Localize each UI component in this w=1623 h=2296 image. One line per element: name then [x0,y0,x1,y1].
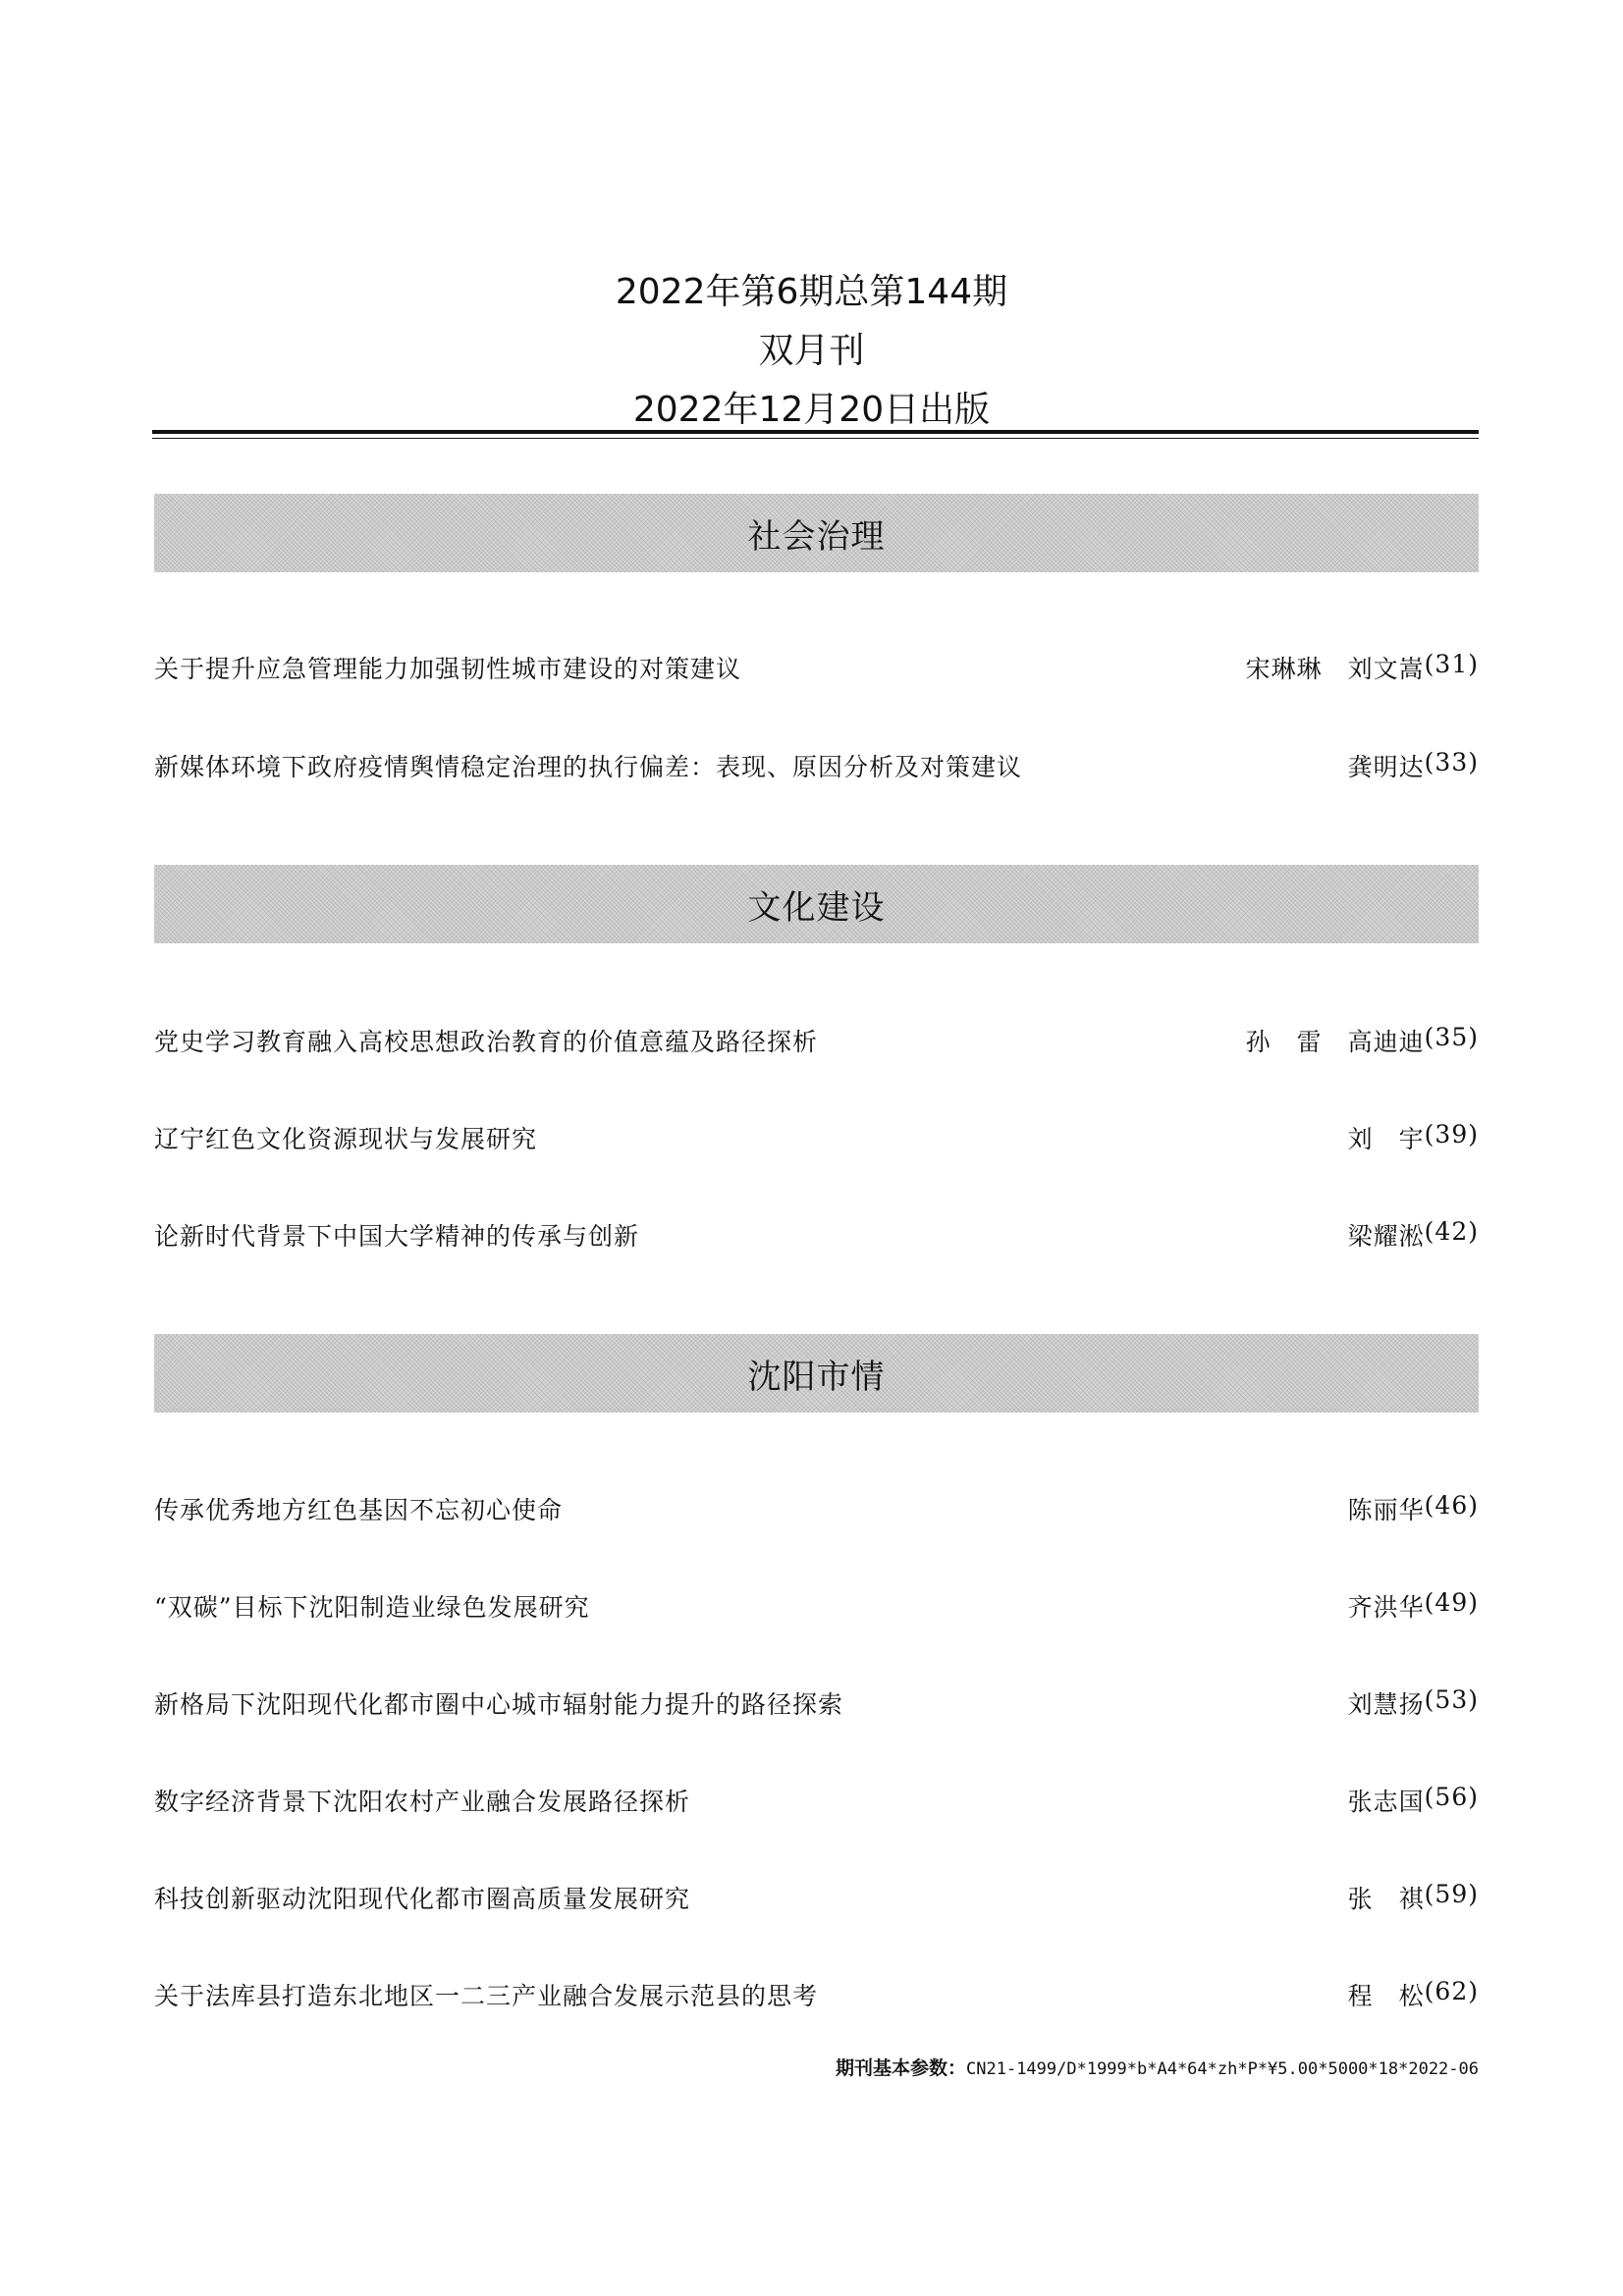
entry-author: 龚明达 [1347,753,1425,781]
entry-page: (33) [1424,748,1479,776]
toc-entry[interactable] [154,1215,1479,1255]
header-rule-thick [152,430,1479,434]
toc-entry[interactable] [154,1878,1479,1917]
entry-author: 刘 宇 [1347,1125,1425,1153]
journal-parameters [836,2054,1479,2080]
entry-title: 关于提升应急管理能力加强韧性城市建设的对策建议 [154,655,742,683]
section-bar-cultural-construction [154,865,1479,943]
toc-entry[interactable] [154,648,1479,687]
issue-line: 2022年第6期总第144期 [615,272,1008,312]
toc-entry[interactable] [154,1118,1479,1157]
section-bar-social-governance [154,494,1479,572]
entry-author: 陈丽华 [1347,1496,1425,1524]
entry-title: 新媒体环境下政府疫情舆情稳定治理的执行偏差：表现、原因分析及对策建议 [154,753,1023,781]
entry-author: 刘慧扬 [1347,1690,1425,1719]
entry-author: 梁耀淞 [1347,1222,1425,1251]
entry-title: 辽宁红色文化资源现状与发展研究 [154,1125,538,1153]
toc-entry[interactable] [154,1489,1479,1528]
header-rule-thin [152,438,1479,439]
entry-page: (42) [1424,1217,1479,1246]
entry-page: (53) [1424,1685,1479,1714]
publish-date: 2022年12月20日出版 [632,390,991,430]
toc-entry[interactable] [154,1586,1479,1626]
section-bar-shenyang-affairs [154,1334,1479,1413]
entry-title: 新格局下沈阳现代化都市圈中心城市辐射能力提升的路径探索 [154,1690,844,1719]
entry-author: 宋琳琳 刘文嵩 [1245,655,1425,683]
entry-page: (35) [1424,1023,1479,1051]
entry-page: (56) [1424,1783,1479,1811]
entry-page: (59) [1424,1880,1479,1908]
entry-title: 科技创新驱动沈阳现代化都市圈高质量发展研究 [154,1885,691,1913]
frequency: 双月刊 [758,331,865,371]
entry-page: (62) [1424,1977,1479,2005]
section-title: 文化建设 [747,887,886,928]
entry-title: 数字经济背景下沈阳农村产业融合发展路径探析 [154,1788,691,1816]
toc-entry[interactable] [154,1781,1479,1820]
journal-parameters-label: 期刊基本参数： [836,2057,967,2079]
section-title: 沈阳市情 [747,1357,886,1397]
entry-title: 论新时代背景下中国大学精神的传承与创新 [154,1222,640,1251]
entry-page: (49) [1424,1588,1479,1617]
entry-page: (39) [1424,1120,1479,1148]
entry-author: 张 祺 [1347,1885,1425,1913]
issue-header [0,263,1623,440]
section-title: 社会治理 [747,516,886,557]
entry-author: 程 松 [1347,1982,1425,2010]
entry-author: 孙 雷 高迪迪 [1245,1028,1425,1056]
entry-author: 张志国 [1347,1788,1425,1816]
entry-page: (31) [1424,650,1479,678]
toc-entry[interactable] [154,1975,1479,2014]
entry-title: “双碳”目标下沈阳制造业绿色发展研究 [154,1593,590,1622]
entry-author: 齐洪华 [1347,1593,1425,1622]
entry-title: 党史学习教育融入高校思想政治教育的价值意蕴及路径探析 [154,1028,819,1056]
toc-entry[interactable] [154,1021,1479,1060]
toc-entry[interactable] [154,746,1479,785]
entry-page: (46) [1424,1491,1479,1520]
entry-title: 传承优秀地方红色基因不忘初心使命 [154,1496,564,1524]
entry-title: 关于法库县打造东北地区一二三产业融合发展示范县的思考 [154,1982,819,2010]
journal-parameters-value: CN21-1499/D*1999*b*A4*64*zh*P*¥5.00*5000*18*2022-06 [966,2059,1479,2079]
toc-entry[interactable] [154,1683,1479,1723]
